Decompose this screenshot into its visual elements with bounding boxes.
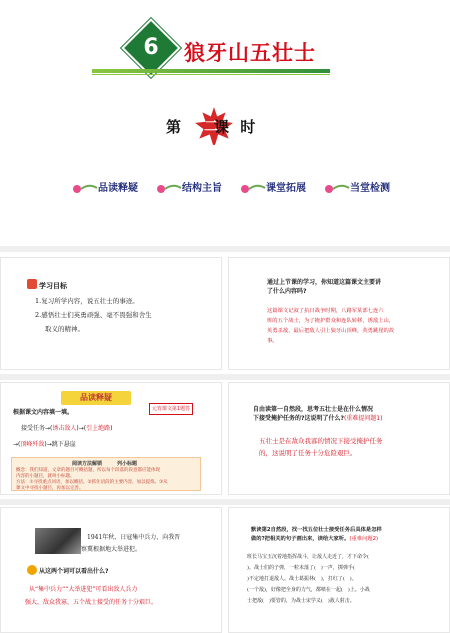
answer-line: 的，这说明了任务十分危险艰巨。: [259, 449, 357, 457]
flow-text: 接受任务→(: [21, 425, 53, 432]
menu-item-reading[interactable]: 品读释疑: [98, 183, 138, 194]
lesson-title: 狼牙山五壮士: [184, 41, 316, 65]
method-line: 课文中寻找小题目，再加以完善。: [16, 486, 84, 491]
flow-text: ): [110, 425, 113, 432]
title-underline: [92, 69, 330, 73]
goals-card: [0, 257, 222, 370]
question-line: 做的?把相关的句子画出来，读给大家听。: [251, 536, 350, 542]
passage-question: 从这两个词可以看出什么?: [39, 568, 109, 575]
passage-answer-line: 从“集中兵力”“大举进犯”可看出敌人兵力: [29, 586, 138, 593]
question3-body: [247, 552, 447, 607]
method-line: 方法：①寻找重点词语，加以概括。②抓住语段的主要内容，加以提炼。③从: [16, 480, 168, 485]
body-line: 班长马宝玉沉着地指挥战斗，让敌人走近了，才下命令(: [247, 554, 369, 560]
review-card: [228, 257, 450, 370]
review-answer: [267, 306, 442, 346]
target-icon: [27, 279, 37, 289]
menu-item-test[interactable]: 当堂检测: [350, 183, 390, 194]
passage-card: [0, 507, 222, 633]
goals-heading: 学习目标: [39, 282, 67, 290]
exercise-tag: 元宵课文第1题答: [149, 403, 193, 415]
question2-answer: [259, 435, 444, 459]
flow-text: →(: [13, 441, 21, 448]
question-line: 默读第2自然段，找一找五位壮士接受任务后具体是怎样: [251, 527, 382, 533]
flow-answer: 引上绝路: [86, 425, 111, 432]
flower-icon: [240, 182, 266, 196]
section-divider: [0, 499, 450, 505]
method-line: 内容的小题目，就叫小标题。: [16, 474, 75, 479]
reading-card: [0, 382, 222, 495]
period-suffix: 课 时: [214, 118, 259, 136]
flower-icon: [324, 182, 350, 196]
menu-item-structure[interactable]: 结构主旨: [182, 183, 222, 194]
passage-line: 察冀根据地大举进犯。: [81, 546, 142, 553]
question-hint: (重难提问题1): [343, 415, 383, 422]
title-slide: [0, 0, 450, 240]
goal-line: 取义的精神。: [45, 325, 84, 333]
answer-line: 英勇杀敌，最后把敌人引上狼牙山顶峰，英勇跳崖的故: [267, 328, 395, 334]
question-line: 下接受掩护任务的?这说明了什么?: [253, 415, 344, 422]
body-line: (一个敌)，好像把全身的力气，都喷在一起( )上。小战: [247, 587, 370, 593]
flower-icon: [72, 182, 98, 196]
goal-line: 1.复习所学内容，说五壮士的事迹。: [35, 297, 139, 305]
answer-line: 事。: [267, 338, 278, 344]
body-line: )。战士们的子弹，一粒未落了( )一声，掷弹手(: [247, 565, 355, 571]
method-line: 概念：我们知道，文章的题目可概括题，所以每个段落的段意都应能体现: [16, 468, 160, 473]
flow-answer: 诱击敌人: [52, 425, 77, 432]
period-number: 二: [204, 119, 218, 135]
question-line: 了什么内容吗?: [267, 288, 307, 295]
goal-line: 2.感悟壮士们英勇顽强、毫不畏强和舍生: [35, 311, 152, 319]
bulb-icon: [27, 565, 37, 575]
review-question: [267, 278, 447, 296]
menu-item-extension[interactable]: 课堂拓展: [266, 183, 306, 194]
passage-answer-line: 强大，敌众我寡，五个战士接受的任务十分艰巨。: [25, 599, 158, 606]
period-prefix: 第: [166, 118, 185, 136]
flow-row-2: [13, 439, 76, 448]
question-line: 自由读第一自然段，思考五壮士是在什么情况: [253, 406, 374, 413]
question3-text: [251, 526, 447, 544]
section-divider: [0, 374, 450, 380]
method-box: [11, 457, 201, 491]
body-line: )不定地打退敌人。战士葛振林( )，打红了( )。: [247, 576, 357, 582]
lesson-number: 6: [143, 35, 159, 60]
question-hint: (重难问题2): [349, 536, 379, 542]
section-banner: 品读释疑: [61, 391, 131, 405]
flow-text: )→跳下悬崖: [44, 441, 76, 448]
answer-line: 五壮士是在敌众我寡的情况下接受掩护任务: [259, 437, 383, 445]
battle-photo: [35, 528, 81, 554]
question2-text: [253, 405, 443, 423]
flow-text: )→(: [76, 425, 87, 432]
answer-line: 班的五个战士，为了掩护群众和连队转移，诱敌上山，: [267, 318, 395, 324]
flow-answer: 顶峰歼敌: [20, 441, 45, 448]
answer-line: 这篇课文记叙了抗日战争时期，八路军某部七连六: [267, 308, 384, 314]
body-line: 士把敌( )要管的，为战士宋学义( )敌人射击。: [247, 598, 355, 604]
section-divider: [0, 246, 450, 252]
question3-card: [228, 507, 450, 633]
method-title: 阅读方法解锁 列小标题: [72, 461, 138, 467]
flow-row-1: [21, 423, 112, 432]
passage-line: 1941年秋，日寇集中兵力，向我晋: [87, 534, 181, 541]
question2-card: [228, 382, 450, 495]
question-line: 通过上节课的学习，你知道这篇课文主要讲: [267, 279, 382, 286]
title-underline-thin: [92, 74, 330, 75]
flower-icon: [156, 182, 182, 196]
section-menu: [72, 180, 402, 198]
instruction: 根据课文内容填一填。: [13, 409, 74, 416]
